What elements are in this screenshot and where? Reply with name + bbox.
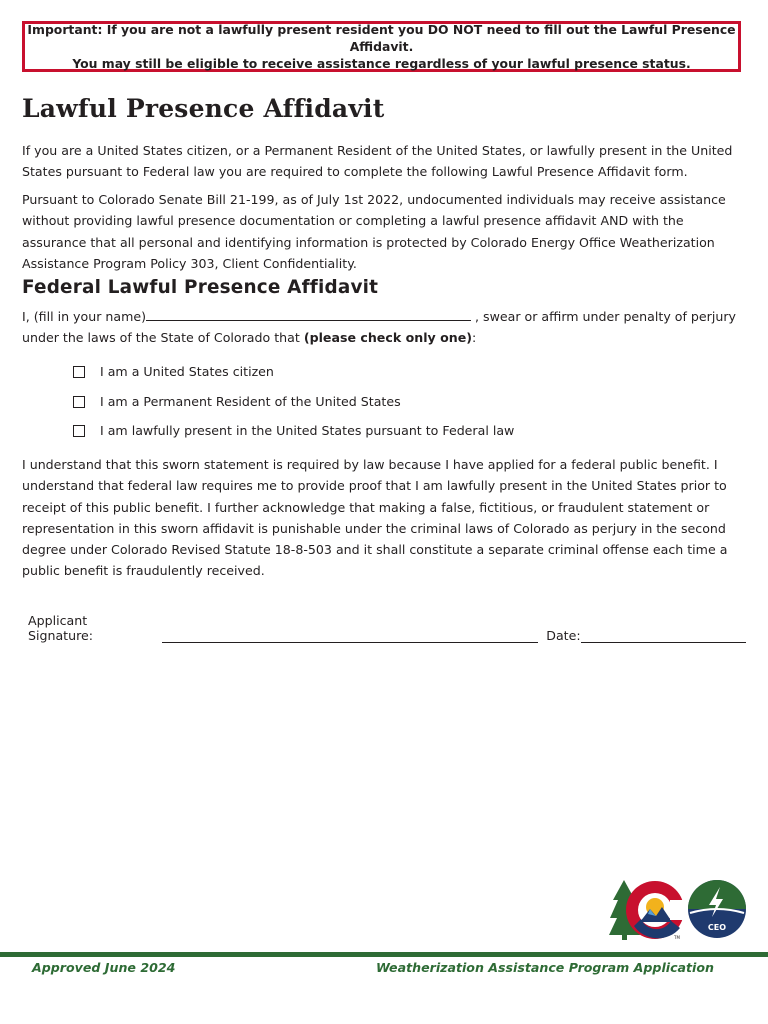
date-line[interactable]: [581, 627, 746, 643]
check-only-one-emphasis: (please check only one): [303, 330, 473, 346]
affirmation-text: , swear or affirm under penalty of perjury under the laws of the State of Colorado that: [22, 309, 736, 346]
option-citizen-label: I am a United States citizen: [100, 364, 274, 379]
option-lawfully-present-label: I am lawfully present in the United States pursuant to Federal law: [100, 423, 515, 438]
footer-divider: [0, 952, 768, 957]
checkbox-citizen[interactable]: [73, 366, 85, 378]
affirmation-sentence: [22, 306, 746, 349]
footer-approved-date: Approved June 2024: [32, 960, 176, 975]
date-label: Date:: [546, 628, 581, 643]
ceo-logo-icon: [688, 880, 746, 938]
notice-line-2: You may still be eligible to receive assistance regardless of your lawful presence status.: [72, 56, 691, 71]
colorado-ceo-logo: [608, 878, 748, 942]
option-lawfully-present[interactable]: [73, 423, 514, 438]
important-notice: [22, 21, 741, 72]
checkbox-permanent-resident[interactable]: [73, 396, 85, 408]
footer-program-title: Weatherization Assistance Program Application: [375, 960, 714, 975]
intro-paragraph-2: Pursuant to Colorado Senate Bill 21-199, as of July 1st 2022, undocumented individuals may receive assistance without providing lawful presence documentation or completing a lawful presence affidavit AND with the assurance that all personal and identifying information is protected by Colorado Energy Office Weatherization Assistance Program Policy 303, Client Confidentiality.: [22, 192, 726, 271]
signature-row: [28, 613, 746, 643]
option-permanent-resident[interactable]: [73, 394, 401, 409]
colorado-c-icon: [626, 881, 686, 939]
option-citizen[interactable]: [73, 364, 274, 379]
trademark-mark: TM: [674, 935, 680, 940]
applicant-signature-label: Applicant Signature:: [28, 613, 93, 643]
section-title: Federal Lawful Presence Affidavit: [22, 277, 379, 298]
affirmation-colon: :: [472, 330, 477, 346]
applicant-signature-line[interactable]: [162, 627, 539, 643]
ceo-text: CEO: [707, 923, 727, 932]
page-title: Lawful Presence Affidavit: [22, 94, 385, 123]
name-prompt: I, (fill in your name): [22, 309, 147, 324]
sworn-statement: I understand that this sworn statement is required by law because I have applied for a federal public benefit. I understand that federal law requires me to provide proof that I am lawfully present in the United States prior to receipt of this public benefit. I further acknowledge that making a false, fictitious, or fraudulent statement or representation in this sworn affidavit is punishable under the criminal laws of Colorado as perjury in the second degree under Colorado Revised Statute 18-8-503 and it shall constitute a separate criminal offense each time a public benefit is fraudulently received.: [22, 457, 728, 579]
intro-paragraph-1: If you are a United States citizen, or a Permanent Resident of the United States, or lawfully present in the United States pursuant to Federal law you are required to complete the following Lawful Presence Affidavit form.: [22, 143, 733, 180]
name-input-line[interactable]: [146, 306, 471, 321]
option-permanent-resident-label: I am a Permanent Resident of the United States: [100, 394, 401, 409]
notice-line-1: Important: If you are not a lawfully present resident you DO NOT need to fill out the Lawful Presence Affidavit.: [27, 22, 736, 54]
checkbox-lawfully-present[interactable]: [73, 425, 85, 437]
